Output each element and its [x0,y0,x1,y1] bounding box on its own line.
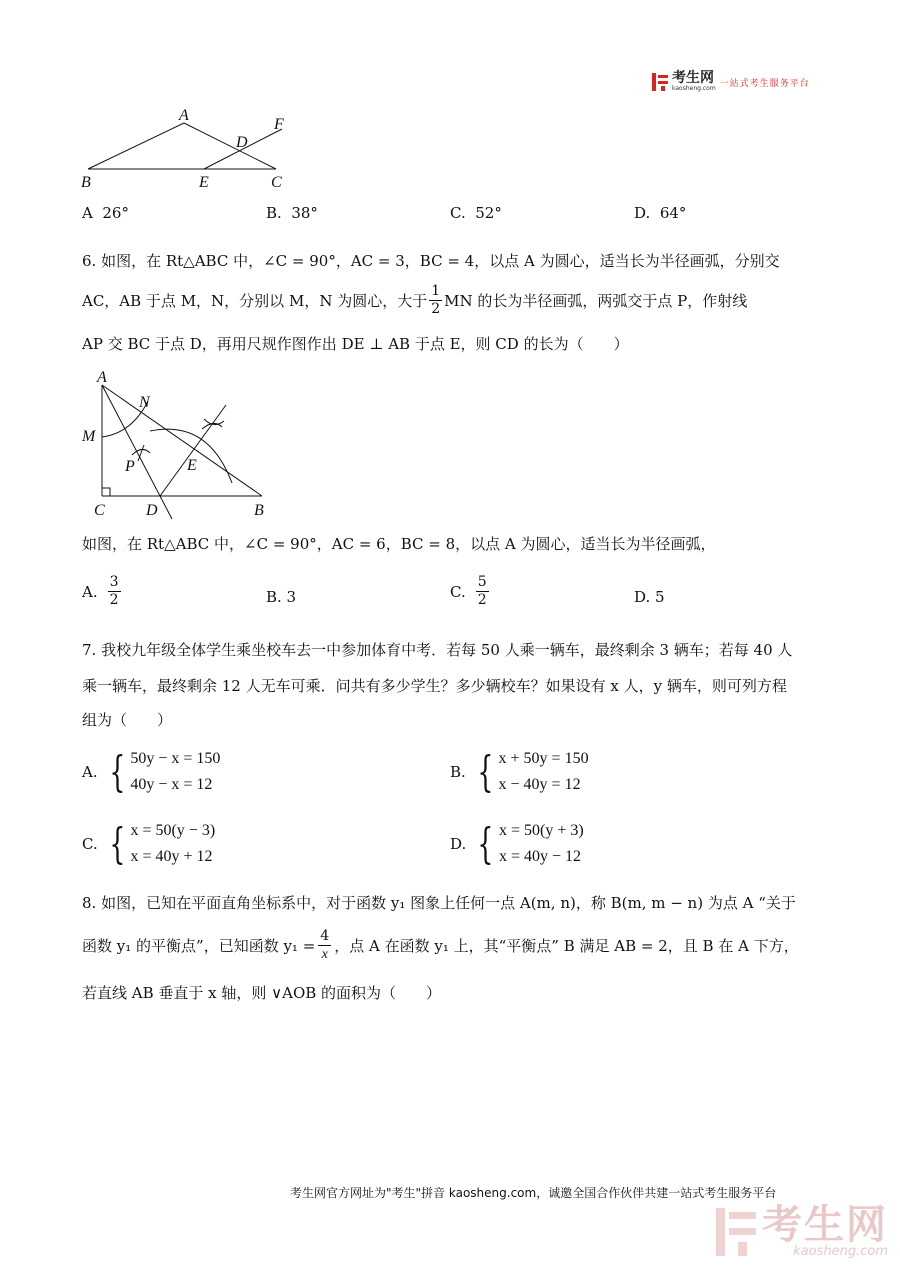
q8-line-1: 8. 如图，已知在平面直角坐标系中，对于函数 y₁ 图象上任何一点 A(m, n)，称 B(m, m − n) 为点 A “关于 [82,894,796,912]
q5-option-d[interactable]: D. 64° [634,204,687,222]
figure-q6 [78,365,288,523]
label-N: N [139,394,150,411]
q6-line-2: AC，AB 于点 M，N，分别以 M，N 为圆心，大于 $\frac{1}{2}$ MN 的长为半径画弧，两弧交于点 P，作射线 [82,283,748,317]
label-E: E [199,174,209,191]
label-C: C [94,502,105,519]
q7-option-c[interactable]: C. { x = 50(y − 3) x = 40y + 12 [82,819,216,868]
logo-icon [652,73,668,91]
logo-brand: 考生网 kaosheng.com [672,70,716,92]
q6-option-b[interactable]: B. 3 [266,588,297,606]
q7-line-3: 组为（ ） [82,711,173,729]
q8-line-2: 函数 y₁ 的平衡点”，已知函数 y₁ = $\frac{4}{x}$ ，点 A 在函数 y₁ 上，其“平衡点” B 满足 AB = 2，且 B 在 A 下方， [82,928,799,962]
label-M: M [82,428,96,445]
footer-text: 考生网官方网址为"考生"拼音 kaosheng.com，诚邀全国合作伙伴共建一站式考生服务平台 [290,1186,777,1200]
q8-line-3: 若直线 AB 垂直于 x 轴，则 ∨AOB 的面积为（ ） [82,984,442,1002]
label-A: A [97,369,107,386]
watermark-logo-icon [716,1208,756,1256]
figure-q5 [76,105,306,193]
watermark: 考生网 kaosheng.com [716,1205,888,1258]
logo-slogan: 一站式考生服务平台 [719,78,810,89]
q6-fraction: $\frac{1}{2}$ [431,283,441,317]
label-B: B [254,502,264,519]
q6-line-3: AP 交 BC 于点 D，再用尺规作图作出 DE ⊥ AB 于点 E，则 CD 的长为（ ） [82,335,629,353]
q6-option-a[interactable]: A. $\frac{3}{2}$ [82,574,119,608]
q6-option-d[interactable]: D. 5 [634,588,665,606]
q7-line-2: 乘一辆车，最终剩余 12 人无车可乘．问共有多少学生？多少辆校车？如果设有 x 人，y 辆车，则可列方程 [82,677,787,695]
q5-option-c[interactable]: C. 52° [450,204,502,222]
label-P: P [125,458,135,475]
label-D: D [146,502,158,519]
q5-option-b[interactable]: B. 38° [266,204,318,222]
q7-line-1: 7. 我校九年级全体学生乘坐校车去一中参加体育中考．若每 50 人乘一辆车，最终剩余 3 辆车；若每 40 人 [82,641,793,659]
q8-fraction: $\frac{4}{x}$ [320,928,330,962]
q7-option-b[interactable]: B. { x + 50y = 150 x − 40y = 12 [450,747,589,796]
q6-line-1: 6. 如图，在 Rt△ABC 中，∠C = 90°，AC = 3，BC = 4，以点 A 为圆心，适当长为半径画弧，分别交 [82,252,780,270]
header-logo [652,72,810,92]
q6-option-c[interactable]: C. $\frac{5}{2}$ [450,574,487,608]
label-D: D [236,134,248,151]
q7-option-d[interactable]: D. { x = 50(y + 3) x = 40y − 12 [450,819,584,868]
label-C: C [271,174,282,191]
label-F: F [274,116,284,133]
q6-repeat-line: 如图，在 Rt△ABC 中，∠C = 90°，AC = 6，BC = 8，以点 A 为圆心，适当长为半径画弧， [82,535,716,553]
label-A: A [179,107,189,124]
q5-option-a[interactable]: A 26° [82,204,129,222]
q7-option-a[interactable]: A. { 50y − x = 150 40y − x = 12 [82,747,221,796]
label-E: E [187,457,197,474]
label-B: B [81,174,91,191]
